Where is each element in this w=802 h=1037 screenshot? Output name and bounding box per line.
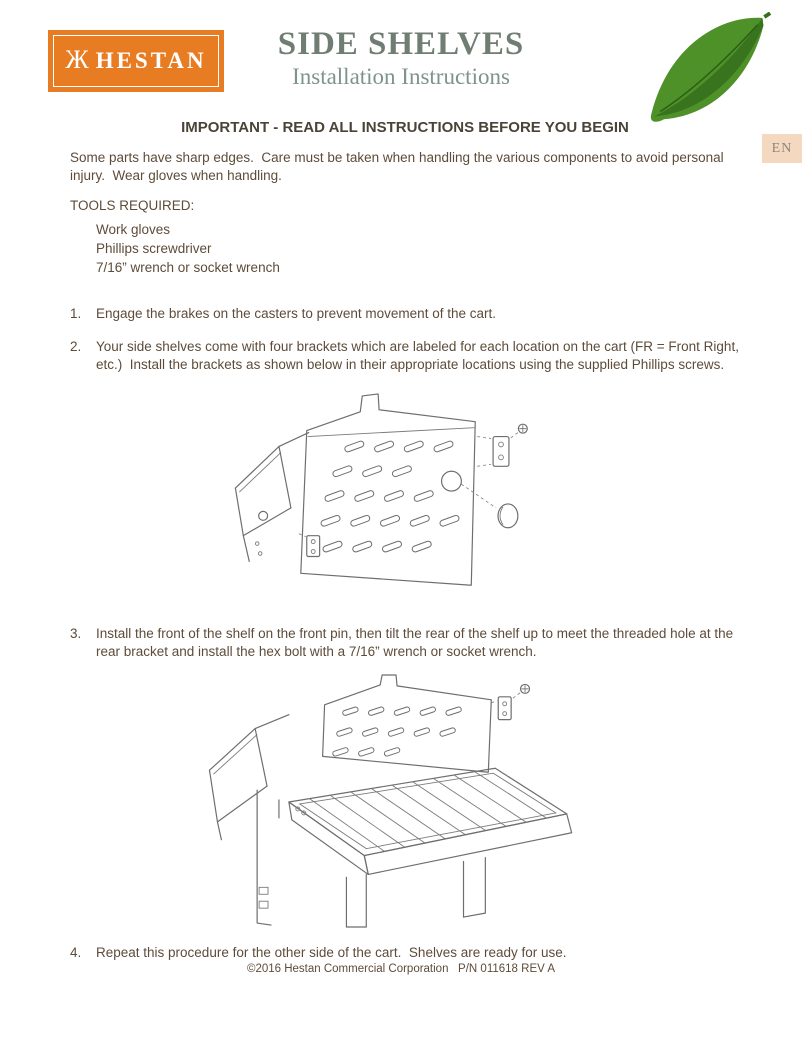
language-tab: EN <box>762 134 802 163</box>
footer-copyright: ©2016 Hestan Commercial Corporation P/N 011618 REV A <box>246 963 556 975</box>
step-number: 3. <box>70 626 82 642</box>
leaf-icon <box>639 12 774 130</box>
phillips-screw <box>510 424 527 438</box>
cart-hood <box>209 715 288 840</box>
tools-heading: TOOLS REQUIRED: <box>70 197 195 213</box>
tool-item: 7/16” wrench or socket wrench <box>96 260 280 276</box>
step-text: Repeat this procedure for the other side of the cart. Shelves are ready for use. <box>96 945 567 961</box>
hestan-logo-text: HESTAN <box>95 48 207 73</box>
left-post <box>257 790 279 925</box>
cart-rear-panel <box>323 675 492 772</box>
step-text: Your side shelves come with four brackets which are labeled for each location on the cart (FR = Front Right, etc.) Install the brackets as shown below in their appropriate locations using the supplied Phillips screws. <box>96 339 743 373</box>
instructions-content <box>0 112 802 962</box>
tool-item: Work gloves <box>96 221 171 237</box>
step-1 <box>70 305 740 323</box>
hex-bolt <box>512 684 529 698</box>
document-header <box>0 0 802 112</box>
page-title: SIDE SHELVES <box>277 26 525 62</box>
step-number: 1. <box>70 306 82 322</box>
right-bracket <box>477 437 509 467</box>
page-subtitle: Installation Instructions <box>292 64 510 89</box>
hestan-mark-icon: Ж <box>65 45 89 74</box>
shelf-installation-diagram <box>196 673 606 929</box>
side-shelf <box>289 768 572 874</box>
important-heading: IMPORTANT - READ ALL INSTRUCTIONS BEFORE YOU BEGIN <box>181 119 629 136</box>
step-number: 4. <box>70 945 82 961</box>
step-text: Engage the brakes on the casters to prevent movement of the cart. <box>96 306 496 322</box>
step-4 <box>70 944 740 962</box>
step-2 <box>70 338 743 374</box>
cart-side-panel <box>301 394 475 585</box>
step-text: Install the front of the shelf on the front pin, then tilt the rear of the shelf up to meet the threaded hole at the rear bracket and install the hex bolt with a 7/16” wrench or socket wrench. <box>96 626 737 660</box>
rear-bracket <box>491 697 511 720</box>
tool-item: Phillips screwdriver <box>96 240 212 256</box>
cart-hood <box>235 433 308 562</box>
bracket-installation-diagram <box>226 387 556 610</box>
safety-note: Some parts have sharp edges. Care must be taken when handling the various components to avoid personal injury. Wear gloves when handling. <box>70 149 728 183</box>
step-3 <box>70 625 740 661</box>
cap-knob <box>461 484 517 528</box>
vent-slots <box>320 440 460 552</box>
step-number: 2. <box>70 339 82 355</box>
